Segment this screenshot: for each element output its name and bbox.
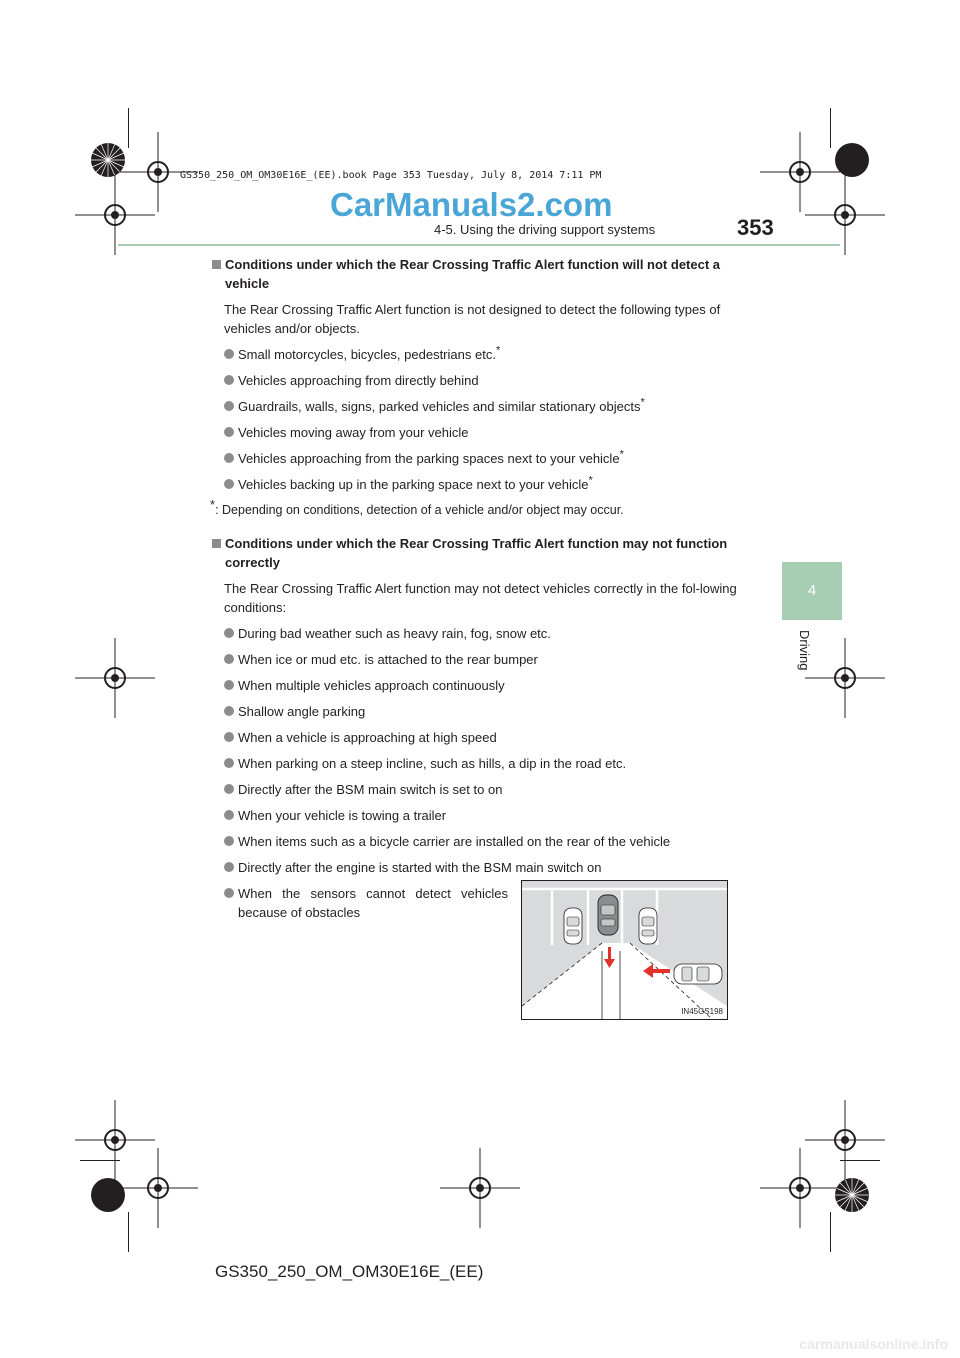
list-item: Vehicles approaching from the parking spaces next to your vehicle*: [224, 449, 755, 468]
crop-mark: [128, 1212, 129, 1252]
list-item: Vehicles approaching from directly behind: [224, 371, 755, 390]
bullet-icon: [224, 836, 234, 846]
crop-mark: [80, 1160, 120, 1161]
chapter-tab: [782, 562, 842, 620]
section1-heading: Conditions under which the Rear Crossing Traffic Alert function will not detect a vehicle: [210, 255, 755, 293]
parking-diagram: [522, 881, 727, 1019]
crop-mark: [840, 1160, 880, 1161]
crosshair-icon: [440, 1148, 520, 1228]
header-rule: [118, 244, 840, 246]
approaching-car: [674, 964, 722, 984]
list-item: During bad weather such as heavy rain, fog, snow etc.: [224, 624, 755, 643]
parked-car-right: [639, 908, 657, 944]
bullet-icon: [224, 427, 234, 437]
own-car: [598, 895, 618, 935]
list-item: Vehicles backing up in the parking space next to your vehicle*: [224, 475, 755, 494]
list-item: Directly after the BSM main switch is set to on: [224, 780, 755, 799]
figure-code: IN45GS198: [681, 1007, 723, 1016]
crosshair-icon: [75, 175, 155, 255]
list-item: Guardrails, walls, signs, parked vehicles and similar stationary objects*: [224, 397, 755, 416]
bullet-icon: [224, 479, 234, 489]
crosshair-icon: [118, 1148, 198, 1228]
document-id: GS350_250_OM_OM30E16E_(EE): [215, 1262, 484, 1281]
bullet-icon: [224, 810, 234, 820]
list-item: When items such as a bicycle carrier are installed on the rear of the vehicle: [224, 832, 755, 851]
square-bullet-icon: [212, 539, 221, 548]
bullet-icon: [224, 628, 234, 638]
bullet-icon: [224, 888, 234, 898]
crop-mark: [830, 1212, 831, 1252]
bullet-icon: [224, 758, 234, 768]
crosshair-icon: [805, 175, 885, 255]
bullet-icon: [224, 375, 234, 385]
crosshair-icon: [805, 638, 885, 718]
chapter-label: Driving: [797, 630, 812, 671]
footnote-mark: *: [210, 496, 216, 512]
section-header: 4-5. Using the driving support systems: [434, 222, 656, 237]
bullet-icon: [224, 862, 234, 872]
bullet-icon: [224, 654, 234, 664]
list-item: When the sensors cannot detect vehicles because of obstacles: [224, 884, 508, 922]
list-item: Vehicles moving away from your vehicle: [224, 423, 755, 442]
section2-intro: The Rear Crossing Traffic Alert function may not detect vehicles correctly in the fol-lowing conditions:: [224, 581, 737, 615]
section1-list: [210, 345, 755, 494]
list-item: When your vehicle is towing a trailer: [224, 806, 755, 825]
list-item: When a vehicle is approaching at high speed: [224, 728, 755, 747]
list-item: When parking on a steep incline, such as hills, a dip in the road etc.: [224, 754, 755, 773]
bullet-icon: [224, 401, 234, 411]
crop-mark: [128, 108, 129, 148]
bullet-icon: [224, 680, 234, 690]
bullet-icon: [224, 784, 234, 794]
book-info-line: GS350_250_OM_OM30E16E_(EE).book Page 353 Tuesday, July 8, 2014 7:11 PM: [180, 170, 602, 181]
main-content: [210, 255, 755, 922]
bullet-icon: [224, 732, 234, 742]
bullet-icon: [224, 349, 234, 359]
section2-list: [210, 624, 755, 922]
crosshair-icon: [75, 638, 155, 718]
watermark-logo: CarManuals2.com: [330, 186, 613, 223]
list-item: When multiple vehicles approach continuously: [224, 676, 755, 695]
parked-car-left: [564, 908, 582, 944]
site-watermark: carmanualsonline.info: [799, 1336, 948, 1352]
page-number: 353: [737, 215, 774, 240]
list-item: Small motorcycles, bicycles, pedestrians etc.*: [224, 345, 755, 364]
crosshair-icon: [760, 1148, 840, 1228]
footnote: *: Depending on conditions, detection of a vehicle and/or object may occur.: [210, 496, 624, 517]
section1-intro: The Rear Crossing Traffic Alert function is not designed to detect the following types of vehicles and/or objects.: [224, 302, 721, 336]
list-item: Directly after the engine is started with the BSM main switch on: [224, 858, 755, 877]
list-item: Shallow angle parking: [224, 702, 755, 721]
chapter-number: 4: [807, 582, 817, 599]
section2-heading: Conditions under which the Rear Crossing Traffic Alert function may not function correctly: [210, 534, 755, 572]
parking-lines: [522, 889, 727, 945]
bullet-icon: [224, 453, 234, 463]
square-bullet-icon: [212, 260, 221, 269]
parking-illustration: [521, 880, 728, 1020]
list-item: When ice or mud etc. is attached to the rear bumper: [224, 650, 755, 669]
crop-mark: [830, 108, 831, 148]
bullet-icon: [224, 706, 234, 716]
